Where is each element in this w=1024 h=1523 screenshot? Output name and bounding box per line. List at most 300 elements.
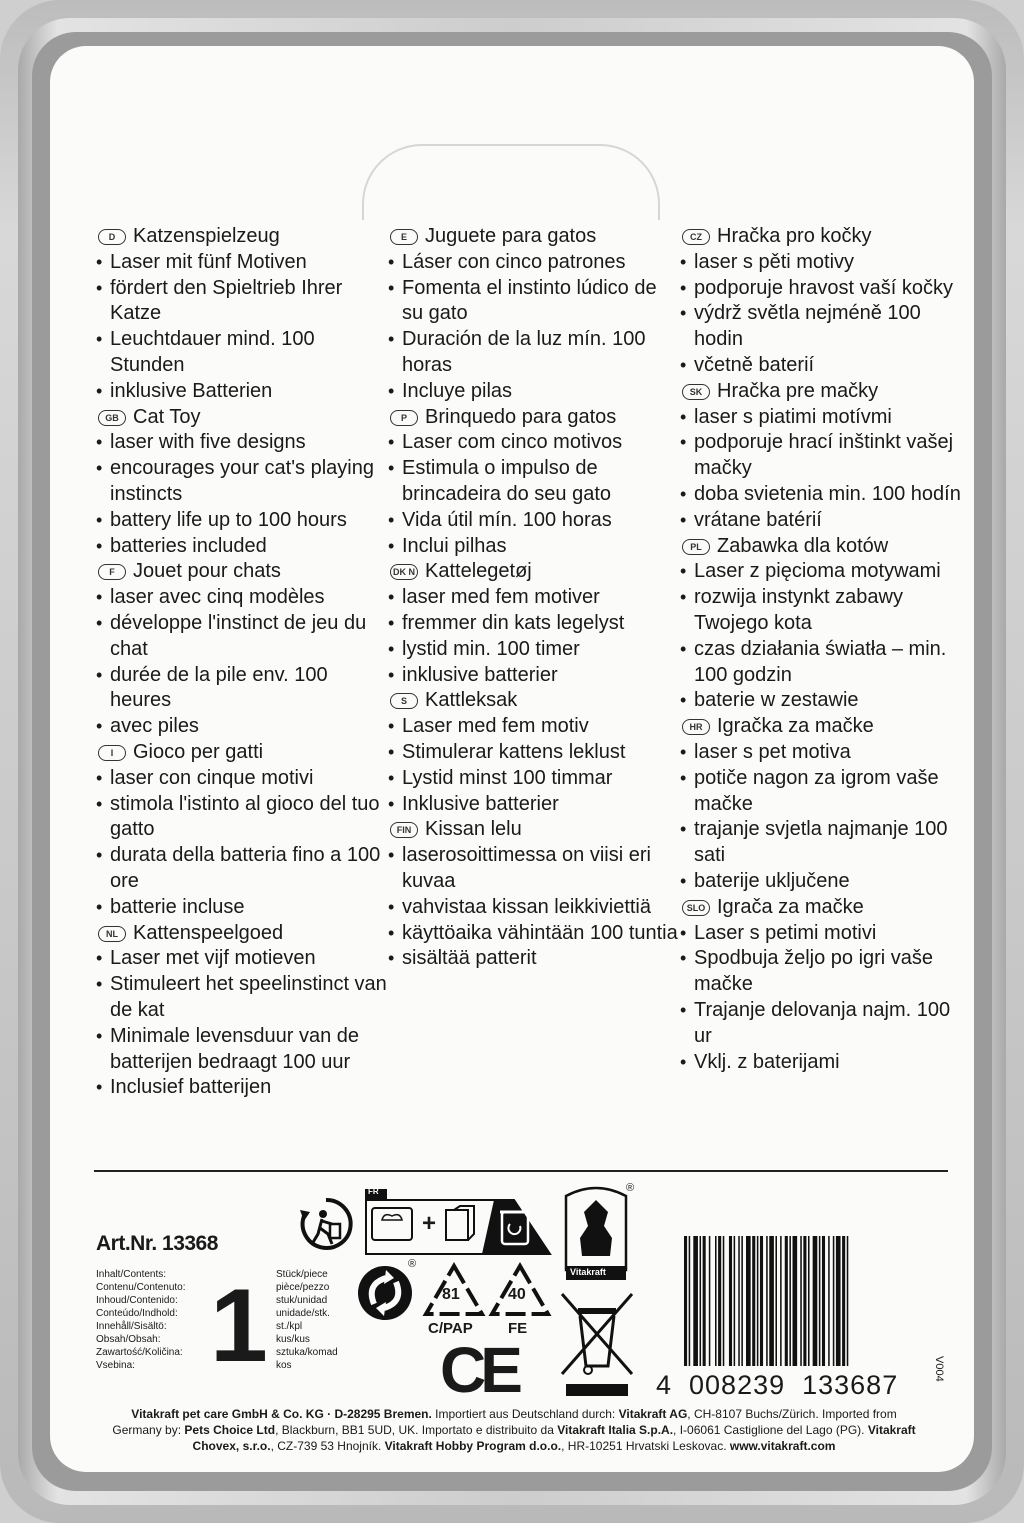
- bullet: •: [96, 896, 103, 917]
- feature-text: avec piles: [110, 715, 199, 738]
- section-title: Kattleksak: [425, 689, 518, 712]
- barcode-bar: [693, 1236, 698, 1366]
- bullet: •: [96, 793, 103, 814]
- country-code-badge: NL: [98, 926, 126, 942]
- bullet: •: [388, 587, 395, 608]
- feature-text: inklusive Batterien: [110, 379, 273, 402]
- barcode-bar: [789, 1236, 791, 1366]
- column-2: [388, 224, 680, 972]
- feature-text: podporuje hravost vaší kočky: [694, 276, 954, 299]
- barcode-bar: [752, 1236, 755, 1366]
- bullet: •: [96, 716, 103, 737]
- feature-text: développe l'instinct de jeu du chat: [110, 611, 367, 660]
- barcode-bar: [836, 1236, 841, 1366]
- feature-item: [680, 482, 972, 508]
- section-heading: [388, 688, 680, 714]
- unit-label: kus/kus: [276, 1334, 310, 1345]
- bullet: •: [680, 277, 687, 298]
- bullet: •: [388, 845, 395, 866]
- contents-label: Contenu/Contenuto:: [96, 1282, 186, 1293]
- section-title: Igračka za mačke: [717, 715, 874, 738]
- bullet: •: [388, 277, 395, 298]
- feature-item: [388, 327, 680, 379]
- divider: [94, 1170, 948, 1172]
- footer-company: Vitakraft: [867, 1423, 916, 1437]
- feature-item: [680, 301, 972, 353]
- bullet: •: [388, 948, 395, 969]
- feature-text: encourages your cat's playing instincts: [110, 457, 374, 505]
- feature-item: [388, 766, 680, 792]
- bullet: •: [96, 587, 103, 608]
- unit-label: sztuka/komad: [276, 1347, 338, 1358]
- barcode-bar: [785, 1236, 788, 1366]
- section-title: Kissan lelu: [425, 818, 522, 841]
- barcode-bar: [800, 1236, 802, 1366]
- contents-labels: [96, 1268, 216, 1372]
- bullet: •: [96, 458, 103, 479]
- bullet: •: [388, 380, 395, 401]
- feature-text: doba svietenia min. 100 hodín: [694, 482, 961, 505]
- footer-text: Germany by:: [112, 1423, 185, 1437]
- feature-item: [96, 946, 388, 972]
- feature-text: Laser met vijf motieven: [110, 947, 316, 970]
- feature-text: battery life up to 100 hours: [110, 508, 347, 531]
- feature-text: potiče nagon za igrom vaše mačke: [694, 766, 939, 815]
- section-heading: [680, 534, 972, 560]
- bullet: •: [680, 741, 687, 762]
- contents-label: Obsah/Obsah:: [96, 1334, 161, 1345]
- section-heading: [388, 405, 680, 431]
- feature-item: [680, 998, 972, 1050]
- contents-label: Conteúdo/Indhold:: [96, 1308, 178, 1319]
- feature-item: [388, 663, 680, 689]
- bullet: •: [680, 870, 687, 891]
- feature-item: [388, 946, 680, 972]
- feature-text: baterie w zestawie: [694, 689, 859, 712]
- feature-text: batteries included: [110, 534, 267, 557]
- feature-text: sisältää patterit: [402, 947, 537, 970]
- bullet: •: [680, 819, 687, 840]
- feature-item: [680, 405, 972, 431]
- seal-brand: Vitakraft: [570, 1267, 606, 1277]
- country-code-badge: DK N: [390, 564, 418, 580]
- feature-item: [96, 276, 388, 328]
- bullet: •: [680, 948, 687, 969]
- feature-item: [388, 250, 680, 276]
- feature-text: Stimulerar kattens leklust: [402, 740, 626, 763]
- section-heading: [680, 714, 972, 740]
- crossed-bin-icon: [556, 1286, 638, 1398]
- section-heading: [388, 224, 680, 250]
- section-heading: [680, 224, 972, 250]
- feature-item: [96, 611, 388, 663]
- contents-label: Innehåll/Sisältö:: [96, 1321, 167, 1332]
- barcode-bar: [738, 1236, 740, 1366]
- feature-text: vrátane batérií: [694, 508, 822, 531]
- bullet: •: [388, 922, 395, 943]
- footer-text: , Blackburn, BB1 5UD, UK. Importato e distribuito da: [275, 1423, 558, 1437]
- country-code-badge: HR: [682, 719, 710, 735]
- unit-label: stuk/unidad: [276, 1295, 328, 1306]
- feature-text: Laser s petimi motivi: [694, 921, 877, 944]
- recycle-40-icon: [488, 1262, 552, 1340]
- bullet: •: [680, 999, 687, 1020]
- feature-item: [96, 792, 388, 844]
- unit-label: st./kpl: [276, 1321, 303, 1332]
- section-title: Gioco per gatti: [133, 740, 264, 763]
- section-title: Hračka pre mačky: [717, 379, 879, 402]
- recycle-label-fe: FE: [508, 1320, 528, 1337]
- barcode-bar: [760, 1236, 763, 1366]
- section-title: Cat Toy: [133, 405, 201, 428]
- barcode-bar: [819, 1236, 821, 1366]
- feature-item: [388, 430, 680, 456]
- feature-item: [96, 714, 388, 740]
- feature-text: käyttöaika vähintään 100 tuntia: [402, 921, 678, 944]
- feature-item: [388, 895, 680, 921]
- section-title: Kattenspeelgoed: [133, 921, 284, 944]
- feature-text: Laser com cinco motivos: [402, 431, 623, 454]
- contents-label: Zawartość/Količina:: [96, 1347, 183, 1358]
- barcode-bar: [700, 1236, 702, 1366]
- bullet: •: [388, 767, 395, 788]
- footer-imprint: [70, 1406, 958, 1454]
- unit-labels: [276, 1268, 366, 1372]
- bullet: •: [388, 458, 395, 479]
- bullet: •: [96, 535, 103, 556]
- triman-icon: [296, 1194, 356, 1254]
- feature-item: [680, 353, 972, 379]
- country-code-badge: E: [390, 229, 418, 245]
- barcode: [680, 1236, 950, 1386]
- feature-item: [680, 559, 972, 585]
- barcode-bar: [703, 1236, 706, 1366]
- feature-item: [96, 766, 388, 792]
- feature-text: Fomenta el instinto lúdico de su gato: [402, 276, 657, 325]
- quantity: 1: [210, 1268, 268, 1384]
- feature-item: [388, 637, 680, 663]
- feature-text: Spodbuja željo po igri vaše mačke: [694, 947, 934, 996]
- version-code: V004: [933, 1356, 945, 1382]
- section-heading: [680, 379, 972, 405]
- barcode-bar: [746, 1236, 751, 1366]
- bullet: •: [96, 767, 103, 788]
- barcode-bar: [741, 1236, 743, 1366]
- bullet: •: [388, 432, 395, 453]
- vitakraft-seal-icon: [560, 1182, 635, 1282]
- bullet: •: [388, 329, 395, 350]
- feature-text: výdrž světla nejméně 100 hodin: [694, 302, 921, 351]
- bullet: •: [680, 509, 687, 530]
- country-code-badge: SLO: [682, 900, 710, 916]
- bullet: •: [96, 845, 103, 866]
- feature-item: [680, 766, 972, 818]
- bullet: •: [680, 251, 687, 272]
- footer-text: , I-06061 Castiglione del Lago (PG).: [673, 1423, 868, 1437]
- bullet: •: [96, 380, 103, 401]
- feature-item: [388, 585, 680, 611]
- feature-text: Minimale levensduur van de batterijen bedraagt 100 uur: [110, 1024, 360, 1073]
- bullet: •: [388, 509, 395, 530]
- feature-text: Lystid minst 100 timmar: [402, 766, 613, 789]
- feature-item: [388, 611, 680, 637]
- feature-text: czas działania światła – min. 100 godzin: [694, 637, 947, 686]
- barcode-bar: [847, 1236, 849, 1366]
- feature-item: [388, 714, 680, 740]
- barcode-bar: [793, 1236, 798, 1366]
- bullet: •: [680, 1051, 687, 1072]
- bullet: •: [680, 638, 687, 659]
- barcode-bar: [729, 1236, 732, 1366]
- feature-text: Trajanje delovanja najm. 100 ur: [694, 998, 951, 1047]
- feature-item: [680, 276, 972, 302]
- bullet: •: [680, 483, 687, 504]
- bullet: •: [96, 277, 103, 298]
- feature-item: [96, 972, 388, 1024]
- feature-text: Leuchtdauer mind. 100 Stunden: [110, 328, 315, 376]
- feature-item: [96, 1024, 388, 1076]
- footer-website: www.vitakraft.com: [729, 1439, 836, 1453]
- bullet: •: [388, 664, 395, 685]
- feature-text: laser con cinque motivi: [110, 766, 314, 789]
- section-heading: [388, 559, 680, 585]
- feature-item: [680, 869, 972, 895]
- recycle-label-cpap: C/PAP: [428, 1320, 473, 1337]
- hang-hole: [362, 144, 660, 220]
- feature-item: [680, 946, 972, 998]
- country-code-badge: CZ: [682, 229, 710, 245]
- country-code-badge: FIN: [390, 822, 418, 838]
- feature-item: [96, 843, 388, 895]
- feature-item: [388, 921, 680, 947]
- bullet: •: [96, 432, 103, 453]
- barcode-bar: [684, 1236, 687, 1366]
- unit-label: kos: [276, 1360, 292, 1371]
- feature-item: [680, 430, 972, 482]
- country-code-badge: F: [98, 564, 126, 580]
- feature-item: [388, 843, 680, 895]
- bullet: •: [680, 303, 687, 324]
- bullet: •: [96, 509, 103, 530]
- unit-label: pièce/pezzo: [276, 1282, 330, 1293]
- fr-label: FR: [368, 1187, 379, 1196]
- feature-text: podporuje hrací inštinkt vašej mačky: [694, 431, 954, 480]
- footer-company: Vitakraft Hobby Program d.o.o.: [384, 1439, 562, 1453]
- product-card: [50, 46, 974, 1472]
- feature-item: [680, 688, 972, 714]
- bullet: •: [96, 1077, 103, 1098]
- feature-item: [96, 508, 388, 534]
- footer-company: Pets Choice Ltd: [184, 1423, 276, 1437]
- footer-company: Vitakraft AG: [618, 1407, 688, 1421]
- bullet: •: [680, 406, 687, 427]
- section-heading: [680, 895, 972, 921]
- bullet: •: [680, 690, 687, 711]
- feature-text: laserosoittimessa on viisi eri kuvaa: [402, 844, 651, 892]
- column-3: [680, 224, 972, 1075]
- bullet: •: [680, 561, 687, 582]
- recycle-code-40: 40: [508, 1286, 526, 1303]
- barcode-bar: [775, 1236, 777, 1366]
- bullet: •: [388, 896, 395, 917]
- feature-text: Laser mit fünf Motiven: [110, 250, 307, 273]
- section-heading: [388, 817, 680, 843]
- sorting-info-box: [364, 1188, 552, 1258]
- feature-text: baterije uključene: [694, 869, 850, 892]
- bullet: •: [680, 354, 687, 375]
- barcode-bar: [769, 1236, 774, 1366]
- feature-text: Incluye pilas: [402, 379, 513, 402]
- barcode-digits: 4 008239 133687: [656, 1370, 899, 1400]
- feature-item: [680, 250, 972, 276]
- barcode-bar: [689, 1236, 691, 1366]
- feature-item: [96, 250, 388, 276]
- bullet: •: [96, 974, 103, 995]
- country-code-badge: SK: [682, 384, 710, 400]
- feature-text: Laser z pięcioma motywami: [694, 560, 941, 583]
- bullet: •: [96, 251, 103, 272]
- feature-item: [96, 327, 388, 379]
- feature-text: batterie incluse: [110, 895, 245, 918]
- feature-text: laser s pěti motivy: [694, 250, 855, 273]
- feature-item: [388, 276, 680, 328]
- recycle-code-81: 81: [442, 1286, 460, 1303]
- bullet: •: [388, 535, 395, 556]
- footer-text: Importiert aus Deutschland durch:: [431, 1407, 619, 1421]
- feature-text: rozwija instynkt zabawy Twojego kota: [694, 586, 903, 634]
- feature-item: [96, 430, 388, 456]
- section-title: Kattelegetøj: [425, 560, 532, 583]
- section-heading: [96, 740, 388, 766]
- feature-item: [680, 637, 972, 689]
- registered-mark: ®: [626, 1182, 635, 1194]
- feature-item: [680, 585, 972, 637]
- unit-label: unidade/stk.: [276, 1308, 330, 1319]
- feature-text: laser avec cinq modèles: [110, 586, 325, 609]
- bullet: •: [388, 741, 395, 762]
- bullet: •: [388, 716, 395, 737]
- feature-text: durata della batteria fino a 100 ore: [110, 844, 381, 892]
- feature-item: [680, 1050, 972, 1076]
- barcode-bar: [822, 1236, 825, 1366]
- feature-item: [388, 792, 680, 818]
- feature-text: laser s piatimi motívmi: [694, 405, 892, 428]
- feature-text: Stimuleert het speelinstinct van de kat: [110, 973, 387, 1021]
- barcode-bar: [734, 1236, 736, 1366]
- feature-item: [96, 534, 388, 560]
- footer-text: , HR-10251 Hrvatski Leskovac.: [561, 1439, 730, 1453]
- contents-label: Vsebina:: [96, 1360, 135, 1371]
- ce-mark-icon: CE: [440, 1334, 517, 1406]
- barcode-bar: [766, 1236, 768, 1366]
- barcode-bar: [718, 1236, 721, 1366]
- barcode-bar: [757, 1236, 759, 1366]
- feature-text: inklusive batterier: [402, 663, 558, 686]
- bullet: •: [680, 767, 687, 788]
- bullet: •: [388, 638, 395, 659]
- unit-label: Stück/piece: [276, 1269, 328, 1280]
- section-heading: [96, 224, 388, 250]
- feature-text: včetně baterií: [694, 353, 815, 376]
- feature-item: [96, 1075, 388, 1101]
- feature-text: Láser con cinco patrones: [402, 250, 626, 273]
- footer-text: , CZ-739 53 Hnojník.: [270, 1439, 385, 1453]
- country-code-badge: PL: [682, 539, 710, 555]
- bullet: •: [388, 793, 395, 814]
- feature-text: stimola l'istinto al gioco del tuo gatto: [110, 792, 380, 841]
- feature-item: [96, 456, 388, 508]
- section-title: Hračka pro kočky: [717, 225, 872, 247]
- column-1: [96, 224, 388, 1101]
- feature-item: [96, 585, 388, 611]
- feature-item: [96, 663, 388, 715]
- section-title: Jouet pour chats: [133, 560, 281, 583]
- country-code-badge: S: [390, 693, 418, 709]
- feature-text: Inklusive batterier: [402, 792, 559, 815]
- bullet: •: [680, 922, 687, 943]
- section-heading: [96, 921, 388, 947]
- barcode-bar: [803, 1236, 806, 1366]
- barcode-bar: [723, 1236, 725, 1366]
- section-title: Brinquedo para gatos: [425, 405, 617, 428]
- bullet: •: [388, 251, 395, 272]
- bullet: •: [680, 432, 687, 453]
- bullet: •: [96, 329, 103, 350]
- feature-item: [680, 817, 972, 869]
- feature-item: [388, 456, 680, 508]
- feature-item: [680, 508, 972, 534]
- barcode-bar: [842, 1236, 845, 1366]
- section-title: Zabawka dla kotów: [717, 534, 889, 557]
- section-heading: [96, 405, 388, 431]
- barcode-bar: [813, 1236, 818, 1366]
- green-dot-icon: [356, 1258, 417, 1322]
- green-dot-registered: ®: [408, 1258, 417, 1270]
- feature-text: Laser med fem motiv: [402, 715, 589, 738]
- bullet: •: [96, 612, 103, 633]
- feature-item: [388, 534, 680, 560]
- barcode-bar: [833, 1236, 835, 1366]
- country-code-badge: D: [98, 229, 126, 245]
- feature-text: laser with five designs: [110, 431, 306, 454]
- feature-text: Estimula o impulso de brincadeira do seu gato: [402, 457, 612, 505]
- feature-text: Inclui pilhas: [402, 534, 507, 557]
- feature-text: fördert den Spieltrieb Ihrer Katze: [110, 276, 343, 325]
- footer-text: , CH-8107 Buchs/Zürich. Imported from: [687, 1407, 897, 1421]
- barcode-bar: [780, 1236, 782, 1366]
- feature-text: vahvistaa kissan leikkiviettiä: [402, 895, 651, 918]
- feature-text: laser med fem motiver: [402, 586, 600, 609]
- recycle-81-icon: [422, 1262, 486, 1340]
- plus-sign: +: [422, 1210, 437, 1237]
- feature-text: fremmer din kats legelyst: [402, 611, 625, 634]
- section-title: Katzenspielzeug: [133, 225, 280, 247]
- feature-item: [680, 740, 972, 766]
- article-number: Art.Nr. 13368: [96, 1232, 218, 1255]
- section-title: Igrača za mačke: [717, 895, 864, 918]
- feature-item: [388, 379, 680, 405]
- barcode-bar: [808, 1236, 810, 1366]
- bullet: •: [96, 664, 103, 685]
- footer-company: Vitakraft pet care GmbH & Co. KG · D-28295 Bremen.: [131, 1407, 432, 1421]
- feature-text: Inclusief batterijen: [110, 1076, 272, 1099]
- section-heading: [96, 559, 388, 585]
- footer-company: Vitakraft Italia S.p.A.: [557, 1423, 674, 1437]
- feature-text: durée de la pile env. 100 heures: [110, 663, 328, 712]
- bullet: •: [96, 948, 103, 969]
- country-code-badge: I: [98, 745, 126, 761]
- feature-item: [96, 379, 388, 405]
